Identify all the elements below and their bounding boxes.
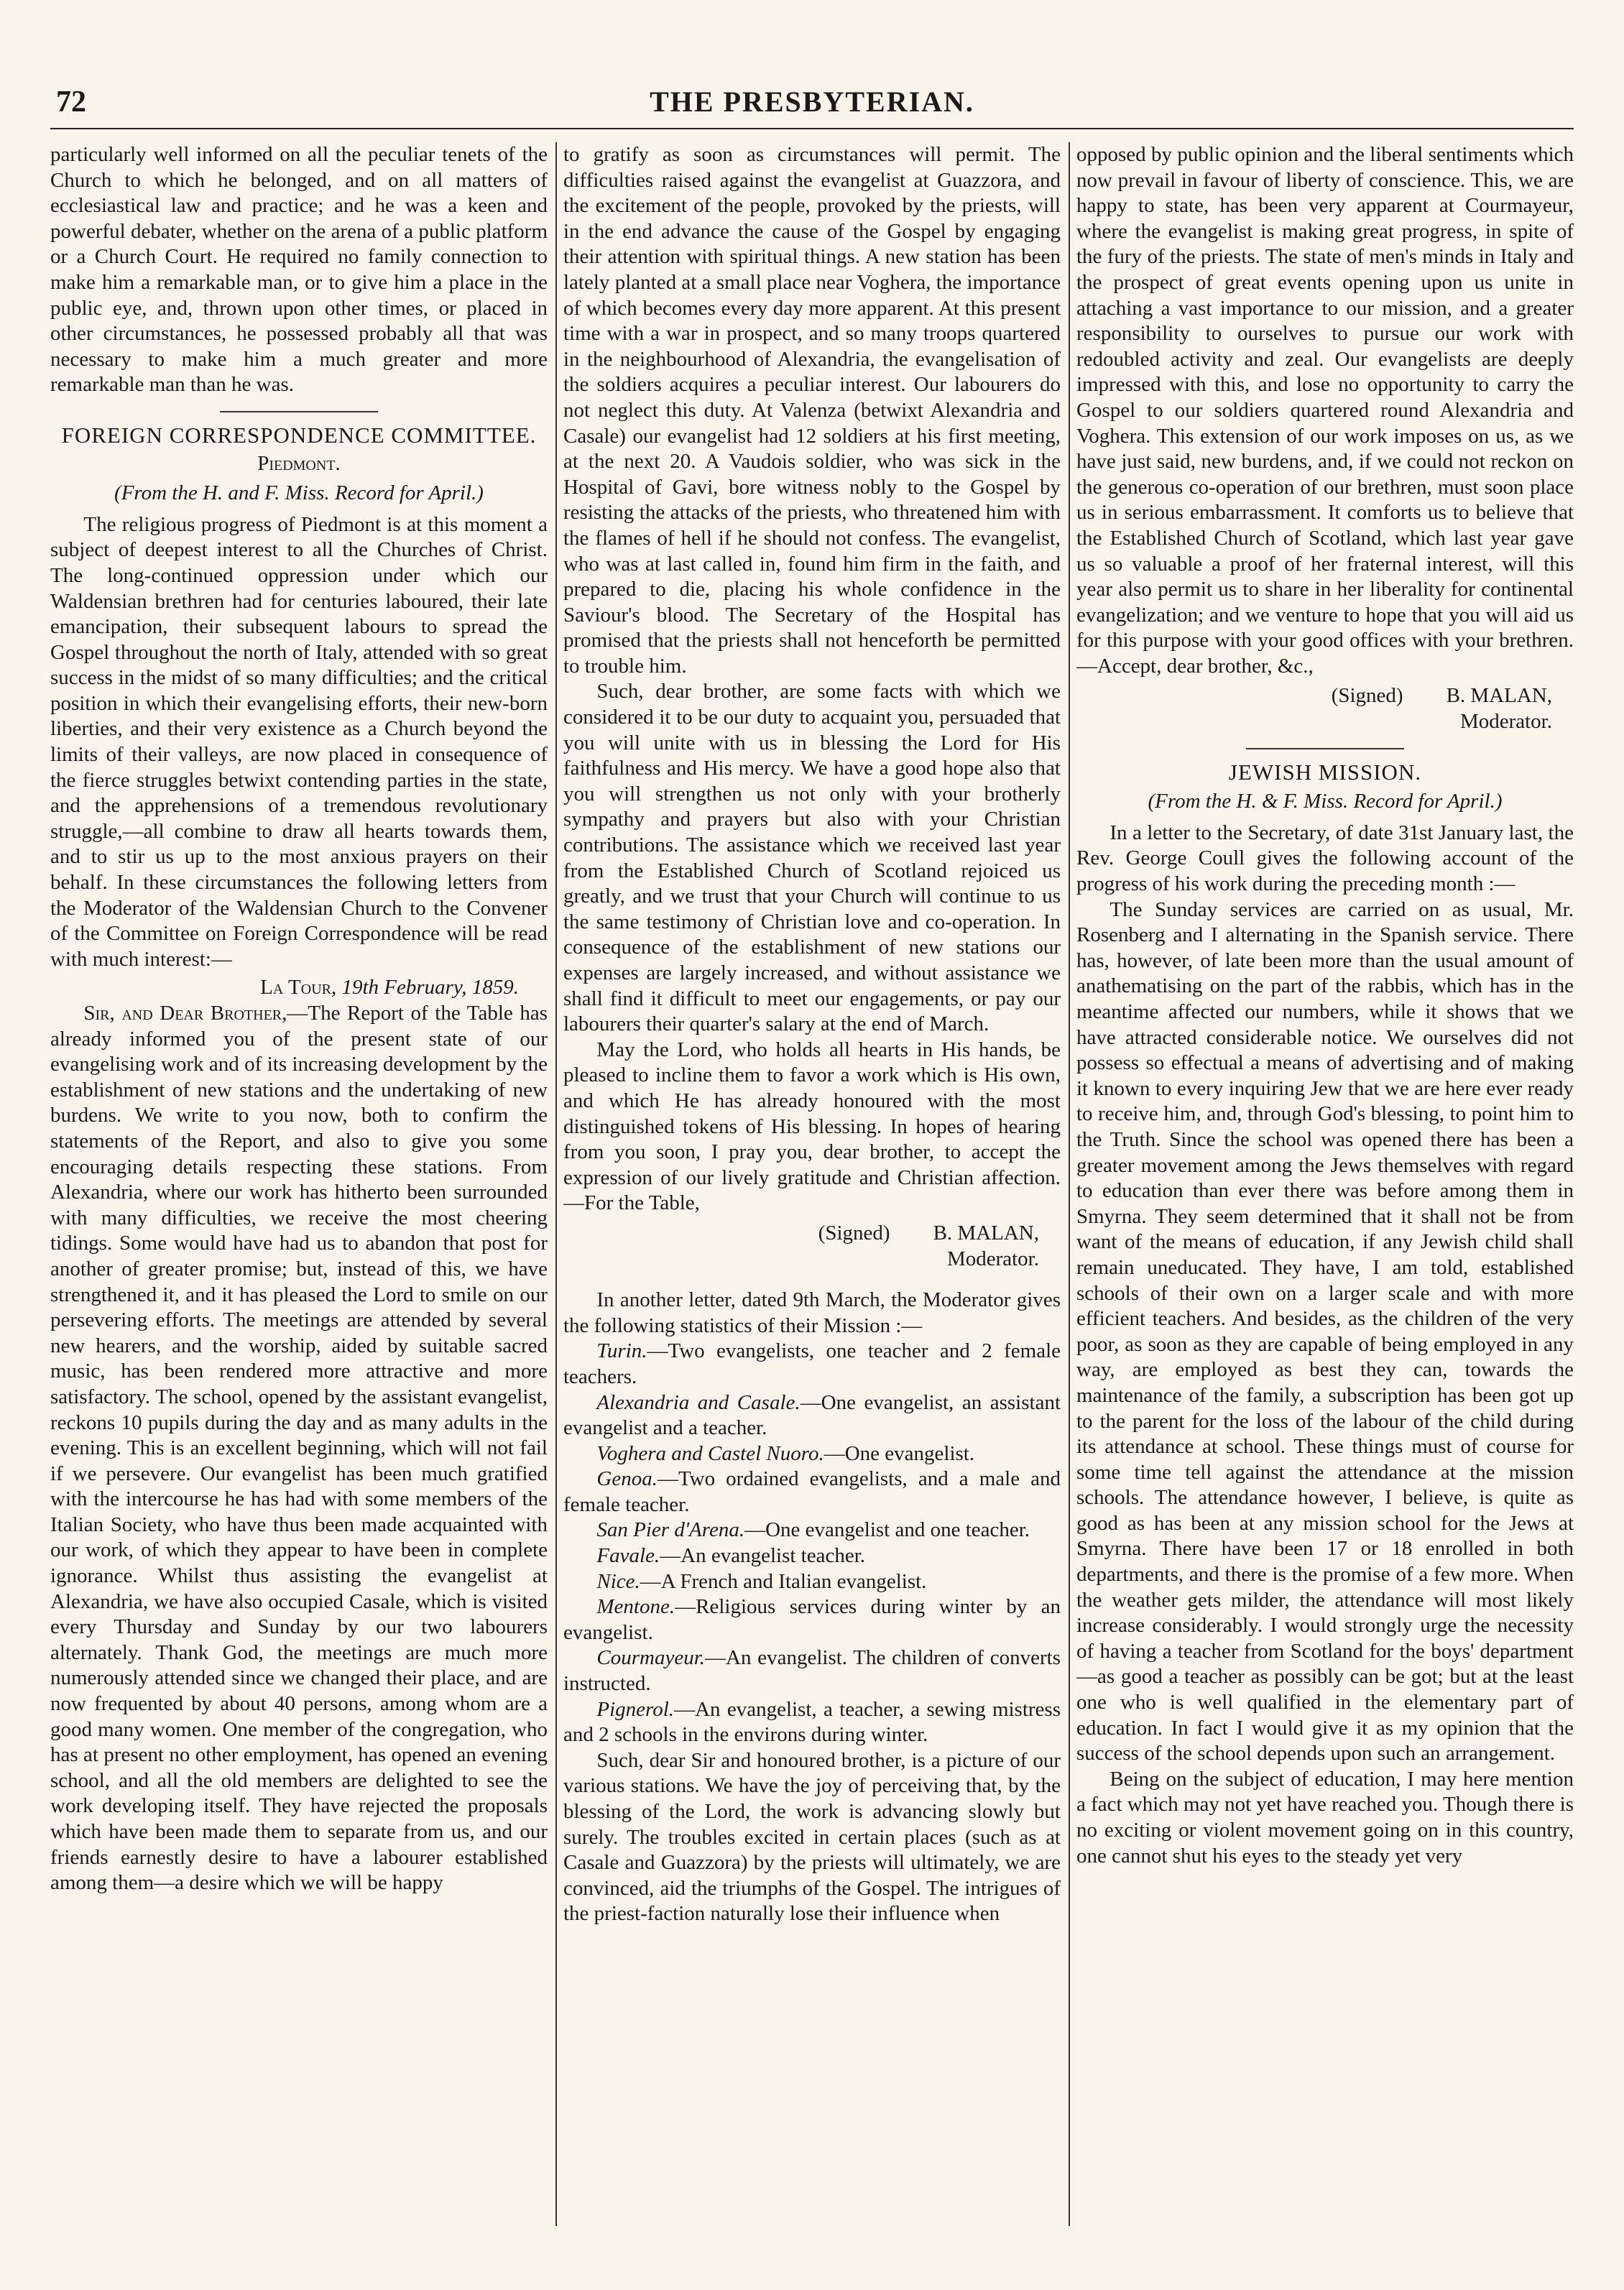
paragraph: The religious progress of Piedmont is at this moment a subject of deepest interest to all the Churches of Christ. The long-continued oppression under which our Waldensian brethren had for centuries laboured, their late emancipation, their subsequent labours to spread the Gospel throughout the north of Italy, attended with so great success in the midst of so many difficulties; and the critical position in which their evangelising efforts, their new-born liberties, and their very existence as a Church beyond the limits of their valleys, are now placed in consequence of the fierce struggles betwixt contending parties in the state, and the apprehensions of a tremendous revolutionary struggle,—all combine to draw all hearts towards them, and to stir us up to the most anxious prayers on their behalf. In these circumstances the following letters from the Moderator of the Waldensian Church to the Convener of the Committee on Foreign Correspondence will be read with much interest:— [50, 512, 548, 971]
station-name: San Pier d'Arena. [596, 1518, 745, 1542]
station-name: Turin. [596, 1339, 647, 1363]
letter-body: —The Report of the Table has already informed you of the present state of our evangelising work and of its increasing development by the establishment of new stations and the undertaking of new burdens. We write to you now, both to confirm the statements of the Report, and also to give you some encouraging details respecting these stations. From Alexandria, where our work has hitherto been surrounded with many difficulties, we receive the most cheering tidings. Some would have had us to abandon that post for another of greater promise; but, instead of this, we have strengthened it, and it has pleased the Lord to smile on our persevering efforts. The meetings are attended by several new hearers, and the worship, aided by suitable sacred music, has been rendered more attractive and more satisfactory. The school, opened by the assistant evangelist, reckons 10 pupils during the day and as many adults in the evening. This is an excellent beginning, which will not fail if we persevere. Our evangelist has been much gratified with the intercourse he has had with some members of the Italian Society, who have thus been made acquainted with our work, of which they appear to have been in complete ignorance. Whilst thus assisting the evangelist at Alexandria, we have also occupied Casale, which is visited every Thursday and Sunday by our two labourers alternately. Thank God, the meetings are much more numerously attended since we changed their place, and are now frequented by about 40 persons, among whom are a good many women. One member of the congregation, who has at present no other employment, has opened an evening school, and all the old members are delighted to see the work developing itself. They have rejected the proposals which have been made them to separate from us, and our friends earnestly desire to have a labourer established among them—a desire which we will be happy [50, 1002, 548, 1895]
paragraph: opposed by public opinion and the liberal sentiments which now prevail in favour of liberty of conscience. This, we are happy to state, has been very apparent at Courmayeur, where the evangelist is making great progress, in spite of the fury of the priests. The state of men's minds in Italy and the prospect of great events opening upon us unite in attaching a vast importance to our mission, and a greater responsibility to ourselves to pursue our work with redoubled activity and zeal. Our evangelists are deeply impressed with this, and lose no opportunity to carry the Gospel to our soldiers quartered round Alexandria and Voghera. This extension of our work imposes on us, as we have just said, new burdens, and, if we could not reckon on the generous co-operation of our brethren, must soon place us in serious embarrassment. It comforts us to believe that the Established Church of Scotland, which last year gave us so valuable a proof of her fraternal interest, will this year also permit us to share in her liberality for continental evangelization; and we venture to hope that you will aid us for this purpose with your good offices with your brethren.—Accept, dear brother, &c., [1076, 143, 1574, 678]
source-line: (From the H. and F. Miss. Record for April.) [114, 481, 484, 505]
station-name: Favale. [596, 1544, 660, 1568]
station-description: —An evangelist, a teacher, a sewing mistress and 2 schools in the environs during winter. [563, 1697, 1061, 1747]
station-entry [563, 1594, 1061, 1645]
letter-paragraph [50, 1001, 548, 1896]
paragraph: The Sunday services are carried on as usual, Mr. Rosenberg and I alternating in the Spanish service. There has, however, of late been more than the usual amount of anathematising on the part of the rabbis, which has in the meantime affected our numbers, while it shows that we have attracted considerable notice. We ourselves did not possess so effectual a means of advertising and of making it known to every inquiring Jew that we are here ever ready to receive him, and, through God's blessing, to point him to the Truth. Since the school was opened there has been a greater movement among the Jews themselves with regard to education than ever there was before among them in Smyrna. They seem determined that it shall not be from want of the means of education, if any Jewish child shall remain uneducated. They have, I am told, established schools of their own on a larger scale and with more efficient teachers. And besides, as the children of the very poor, as soon as they are capable of being employed in any way, are employed as best they can, towards the maintenance of the family, a subscription has been got up to the parent for the loss of the labour of the child during its attendance at school. These things must of course for some time tell against the attendance at the mission schools. The attendance however, I believe, is quite as good as has been at any mission school for the Jews at Smyrna. There have been 17 or 18 enrolled in both departments, and there is the promise of a few more. When the weather gets milder, the attendance will most likely increase considerably. I would strongly urge the necessity of having a teacher from Scotland for the boys' department—as good a teacher as possibly can be got; but at the least one who is well qualified in the elementary part of education. In fact I would give it as my opinion that the success of the school depends upon such an arrangement. [1076, 897, 1574, 1765]
station-description: —One evangelist. [823, 1441, 975, 1465]
station-name: Nice. [596, 1569, 640, 1593]
article-continuation: particularly well informed on all the peculiar tenets of the Church to which he belonged, and on all matters of ecclesiastical law and practice; and he was a keen and powerful debater, whether on the arena of a public platform or a Church Court. He required no family connection to make him a remarkable man, or to give him a place in the public eye, and, thrown upon other times, or placed in other circumstances, he possessed probably all that was necessary to make him a much greater and more remarkable man than he was. [50, 143, 548, 397]
paragraph: In a letter to the Secretary, of date 31st January last, the Rev. George Coull gives the following account of the progress of his work during the preceding month :— [1076, 821, 1574, 896]
station-entry [563, 1390, 1061, 1441]
station-name: Voghera and Castel Nuoro. [596, 1441, 824, 1465]
letter-salutation: Sir, and Dear Brother, [83, 1002, 287, 1025]
column-divider [1069, 142, 1070, 2226]
station-name: Pignerol. [596, 1697, 675, 1721]
signature-block [563, 1221, 1061, 1272]
station-entry [563, 1697, 1061, 1748]
station-entry [563, 1543, 1061, 1569]
signature-name: B. MALAN, [933, 1221, 1039, 1245]
station-entry [563, 1569, 1061, 1595]
station-name: Alexandria and Casale. [596, 1390, 801, 1414]
source-line: (From the H. & F. Miss. Record for April.) [1148, 790, 1503, 813]
station-name: Genoa. [596, 1467, 658, 1491]
column-1 [50, 142, 548, 2240]
signature-label: (Signed) [818, 1221, 890, 1245]
station-description: —A French and Italian evangelist. [640, 1569, 927, 1593]
signature-name: B. MALAN, [1446, 684, 1552, 708]
station-description: —One evangelist and one teacher. [744, 1518, 1030, 1542]
dateline-date: 19th February, 1859. [341, 976, 519, 999]
letter-dateline [50, 975, 548, 1001]
column-3 [1076, 142, 1574, 2240]
station-description: —An evangelist teacher. [660, 1544, 866, 1568]
station-entry [563, 1645, 1061, 1696]
signature-block [1076, 683, 1574, 734]
paragraph: to gratify as soon as circumstances will permit. The difficulties raised against the evangelist at Guazzora, and the excitement of the people, provoked by the priests, will in the end advance the cause of the Gospel by engaging their attention with spiritual things. A new station has been lately planted at a small place near Voghera, the importance of which becomes every day more apparent. At this present time with a war in prospect, and so many troops quartered in the neighbourhood of Alexandria, the evangelisation of the soldiers acquires a peculiar interest. Our labourers do not neglect this duty. At Valenza (betwixt Alexandria and Casale) our evangelist had 12 soldiers at his first meeting, at the next 20. A Vaudois soldier, who was sick in the Hospital of Gavi, bore witness nobly to the Gospel by resisting the attacks of the priests, who threatened him with the flames of hell if he should not confess. The evangelist, who was at last called in, found him firm in the faith, and prepared to die, placing his whole confidence in the Saviour's blood. The Secretary of the Hospital has promised that the priests shall not henceforth be permitted to trouble him. [563, 143, 1061, 678]
signature-title: Moderator. [946, 1247, 1039, 1270]
paragraph: Being on the subject of education, I may here mention a fact which may not yet have reached you. Though there is no exciting or violent movement going on in this country, one cannot shut his eyes to the steady yet very [1076, 1767, 1574, 1867]
paragraph: Such, dear Sir and honoured brother, is a picture of our various stations. We have the joy of perceiving that, by the blessing of the Lord, the work is advancing slowly but surely. The troubles excited in certain places (such as at Casale and Guazzora) by the priests will ultimately, we are convinced, aid the triumphs of the Gospel. The intrigues of the priest-faction naturally lose their influence when [563, 1748, 1061, 1926]
station-entry [563, 1339, 1061, 1390]
station-entry [563, 1467, 1061, 1518]
station-description: —Religious services during winter by an evangelist. [563, 1595, 1061, 1644]
page-header [50, 85, 1574, 129]
section-rule [1246, 748, 1404, 749]
station-description: —One evangelist, an assistant evangelist and a teacher. [563, 1390, 1061, 1440]
subsection-title: Piedmont. [257, 451, 341, 475]
column-divider [555, 142, 557, 2226]
station-description: —Two ordained evangelists, and a male and female teacher. [563, 1467, 1061, 1516]
paragraph: Such, dear brother, are some facts with which we considered it to be our duty to acquaint you, persuaded that you will unite with us in blessing the Lord for His faithfulness and His mercy. We have a good hope also that you will strengthen us not only with your brotherly sympathy and prayers but also with your Christian contributions. The assistance which we received last year from the Established Church of Scotland rejoiced us greatly, and we trust that your Church will continue to us the same testimony of Christian love and co-operation. In consequence of the establishment of new stations our expenses are largely increased, and without assistance we shall find it difficult to meet our engagements, or pay our labourers their quarter's salary at the end of March. [563, 680, 1061, 1036]
section-title: JEWISH MISSION. [1228, 759, 1422, 785]
station-entry [563, 1441, 1061, 1467]
paragraph: In another letter, dated 9th March, the Moderator gives the following statistics of their Mission :— [563, 1288, 1061, 1337]
dateline-place: La Tour, [260, 976, 337, 999]
signature-label: (Signed) [1331, 684, 1403, 708]
column-2 [563, 142, 1061, 2240]
section-rule [220, 411, 378, 412]
station-name: Mentone. [596, 1595, 675, 1619]
page-number: 72 [56, 86, 86, 119]
station-name: Courmayeur. [596, 1646, 706, 1670]
station-entry [563, 1518, 1061, 1543]
station-description: —An evangelist. The children of converts instructed. [563, 1646, 1061, 1696]
running-title: THE PRESBYTERIAN. [650, 86, 974, 118]
paragraph: May the Lord, who holds all hearts in His hands, be pleased to incline them to favor a work which is His own, and which He has already honoured with the most distinguished tokens of His blessing. In hopes of hearing from you soon, I pray you, dear brother, to accept the expression of our lively gratitude and Christian affection.—For the Table, [563, 1038, 1061, 1215]
signature-title: Moderator. [1459, 710, 1552, 734]
section-title: FOREIGN CORRESPONDENCE COMMITTEE. [61, 422, 537, 448]
station-statistics [563, 1339, 1061, 1748]
station-description: —Two evangelists, one teacher and 2 female teachers. [563, 1339, 1061, 1388]
